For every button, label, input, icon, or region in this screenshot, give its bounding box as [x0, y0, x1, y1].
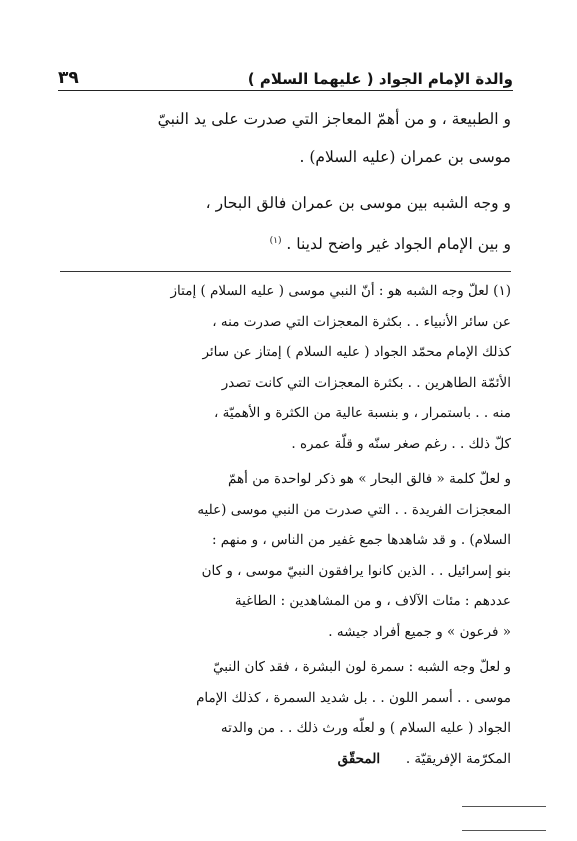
body-line: و وجه الشبه بين موسى بن عمران فالق البحار ، — [205, 194, 511, 212]
footnote-line: و لعلّ كلمة « فالق البحار » هو ذكر لواحدة من أهمّ — [228, 471, 511, 488]
body-line-text: و بين الإمام الجواد غير واضح لدينا . — [286, 235, 511, 254]
footnote-line: كلّ ذلك . . رغم صغر سنّه و قلّة عمره . — [291, 435, 511, 452]
footnote-line: الأئمّة الطاهرين . . بكثرة المعجزات التي كانت تصدر — [221, 374, 511, 391]
editor-signature: المحقّق — [337, 750, 381, 767]
running-title: والدة الإمام الجواد ( عليهما السلام ) — [247, 70, 513, 88]
page-content — [60, 100, 511, 774]
page-header — [58, 60, 513, 88]
footnote-line: المعجزات الفريدة . . التي صدرت من النبي موسى (عليه — [197, 501, 511, 518]
header-rule — [58, 90, 513, 91]
footnote-line: (١) لعلّ وجه الشبه هو : أنّ النبي موسى ( عليه السلام ) إمتاز — [170, 283, 511, 300]
bottom-rule — [462, 806, 546, 807]
footnote-line: كذلك الإمام محمّد الجواد ( عليه السلام ) إمتاز عن سائر — [202, 344, 511, 361]
footnote-separator — [60, 271, 511, 272]
footnote-marker[interactable]: (١) — [269, 236, 282, 246]
footnote-line — [60, 744, 511, 775]
footnotes — [60, 276, 511, 774]
footnote-line: عن سائر الأنبياء . . بكثرة المعجزات التي صدرت منه ، — [212, 313, 511, 330]
footnote-line: و لعلّ وجه الشبه : سمرة لون البشرة ، فقد كان النبيّ — [212, 659, 511, 676]
page-number: ٣٩ — [58, 68, 79, 88]
main-text — [60, 100, 511, 263]
footnote-line: الجواد ( عليه السلام ) و لعلّه ورث ذلك . . من والدته — [220, 720, 511, 737]
footnote-line: « فرعون » و جميع أفراد جيشه . — [328, 623, 511, 640]
footnote-line: بنو إسرائيل . . الذين كانوا يرافقون النبيّ موسى ، و كان — [201, 562, 511, 579]
footnote-line: موسى . . أسمر اللون . . بل شديد السمرة ، كذلك الإمام — [196, 689, 511, 706]
body-line: و الطبيعة ، و من أهمّ المعاجز التي صدرت على يد النبيّ — [157, 110, 511, 128]
footnote-line-text: المكرّمة الإفريقيّة . — [405, 750, 511, 767]
paragraph-gap — [60, 176, 511, 184]
footnote-line: السلام) . و قد شاهدها جمع غفير من الناس ، و منهم : — [211, 532, 511, 549]
footnote-line: عددهم : مئات الآلاف ، و من المشاهدين : الطاغية — [234, 593, 511, 610]
footnote-line: منه . . باستمرار ، و بنسبة عالية من الكثرة و الأهميّة ، — [213, 405, 511, 422]
bottom-rule — [462, 830, 546, 831]
body-line: موسى بن عمران (عليه السلام) . — [299, 148, 511, 166]
body-line — [60, 222, 511, 263]
